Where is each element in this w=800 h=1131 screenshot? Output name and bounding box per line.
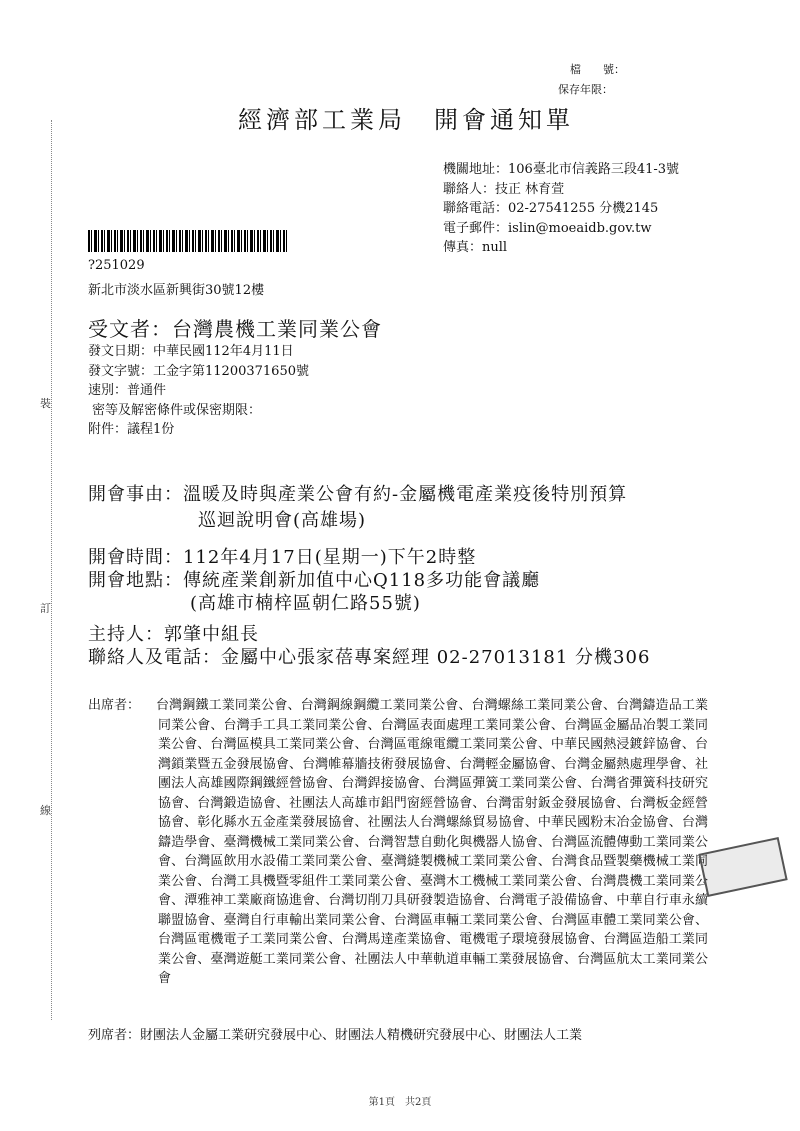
page-footer: 第1頁 共2頁 [368,1097,432,1108]
recipient-address: 新北市淡水區新興街30號12樓 [88,283,265,298]
postal-code: ?251029 [88,258,145,273]
meeting-subject-line1: 開會事由：溫暖及時與產業公會有約-金屬機電產業疫後特別預算 [88,484,628,505]
attendees-list: 台灣鋼鐵工業同業公會、台灣鋼線鋼纜工業同業公會、台灣螺絲工業同業公會、台灣鑄造品工業同業公會、台灣手工具工業同業公會、台灣區表面處理工業同業公會、台灣區金屬品冶製工業同業公會、台灣區模具工業同業公會、台灣區電線電纜工業同業公會、中華民國熱浸鍍鋅協會、台灣鎖業暨五金發展協會、台灣帷幕牆技術發展協會、台灣輕金屬協會、台灣金屬熱處理學會、社團法人高雄國際鋼鐵經營協會、台灣銲接協會、台灣區彈簧工業同業公會、台灣省彈簧科技研究協會、台灣鍛造協會、社團法人高雄市鋁門窗經營協會、台灣雷射鈑金發展協會、台灣板金經營協會、彰化縣水五金產業發展協會、社團法人台灣螺絲貿易協會、中華民國粉末冶金協會、台灣鑄造學會、臺灣機械工業同業公會、台灣智慧自動化與機器人協會、台灣區流體傳動工業同業公會、台灣區飲用水設備工業同業公會、臺灣縫製機械工業同業公會、台灣食品暨製藥機械工業同業公會、台灣工具機暨零組件工業同業公會、臺灣木工機械工業同業公會、台灣農機工業同業公會、潭雅神工業廠商協進會、台灣切削刀具研發製造協會、台灣電子設備協會、中華自行車永續聯盟協會、臺灣自行車輸出業同業公會、台灣區車輛工業同業公會、台灣區車體工業同業公會、台灣區電機電子工業同業公會、台灣馬達產業協會、電機電子環境發展協會、台灣區造船工業同業公會、臺灣遊艇工業同業公會、社團法人中華軌道車輛工業發展協會、台灣區航太工業同業公會 [156,698,708,986]
file-meta [558,60,625,100]
recipient: 受文者：台灣農機工業同業公會 [88,317,382,341]
org-address: 機關地址：106臺北市信義路三段41-3號 [443,162,680,177]
doc-number: 發文字號：工金字第11200371650號 [88,363,309,379]
binding-mark-ding: 訂 [40,602,51,615]
org-email: 電子郵件：islin@moeaidb.gov.tw [443,220,652,236]
stamp-seal [698,837,787,897]
attendees [88,696,708,989]
binding-dotted-line [51,120,52,1020]
meeting-time-venue [88,546,540,615]
meeting-host-block [88,623,650,669]
document-meta [88,342,309,440]
org-phone: 聯絡電話：02-27541255 分機2145 [443,201,659,216]
meeting-contact: 聯絡人及電話：金屬中心張家蓓專案經理 02-27013181 分機306 [88,647,651,668]
meeting-subject-line2: 巡迴說明會(高雄場) [198,510,367,531]
organization-info [443,160,679,258]
speed-class: 速別：普通件 [88,383,167,398]
observers: 列席者：財團法人金屬工業研究發展中心、財團法人精機研究發展中心、財團法人工業 [88,1028,583,1043]
barcode [88,230,288,252]
document-title: 經濟部工業局 開會通知單 [238,106,574,134]
secrecy-level: 密等及解密條件或保密期限： [92,402,262,418]
meeting-venue-address: (高雄市楠梓區朝仁路55號) [190,593,421,614]
binding-mark-xian: 線 [40,804,51,817]
issue-date: 發文日期：中華民國112年4月11日 [88,344,294,359]
meeting-time: 開會時間：112年4月17日(星期一)下午2時整 [88,547,477,568]
org-fax: 傳真：null [443,240,508,255]
meeting-host: 主持人：郭肇中組長 [88,624,259,645]
attachment: 附件：議程1份 [88,422,175,437]
attendees-label: 出席者： [88,698,141,713]
meeting-subject [88,482,627,534]
org-contact: 聯絡人：技正 林育萱 [443,181,565,197]
file-number: 檔 號： [570,63,625,76]
binding-mark-zhuang: 裝 [40,397,51,410]
retention-period: 保存年限： [558,83,613,96]
meeting-venue: 開會地點：傳統產業創新加值中心Q118多功能會議廳 [88,570,541,591]
